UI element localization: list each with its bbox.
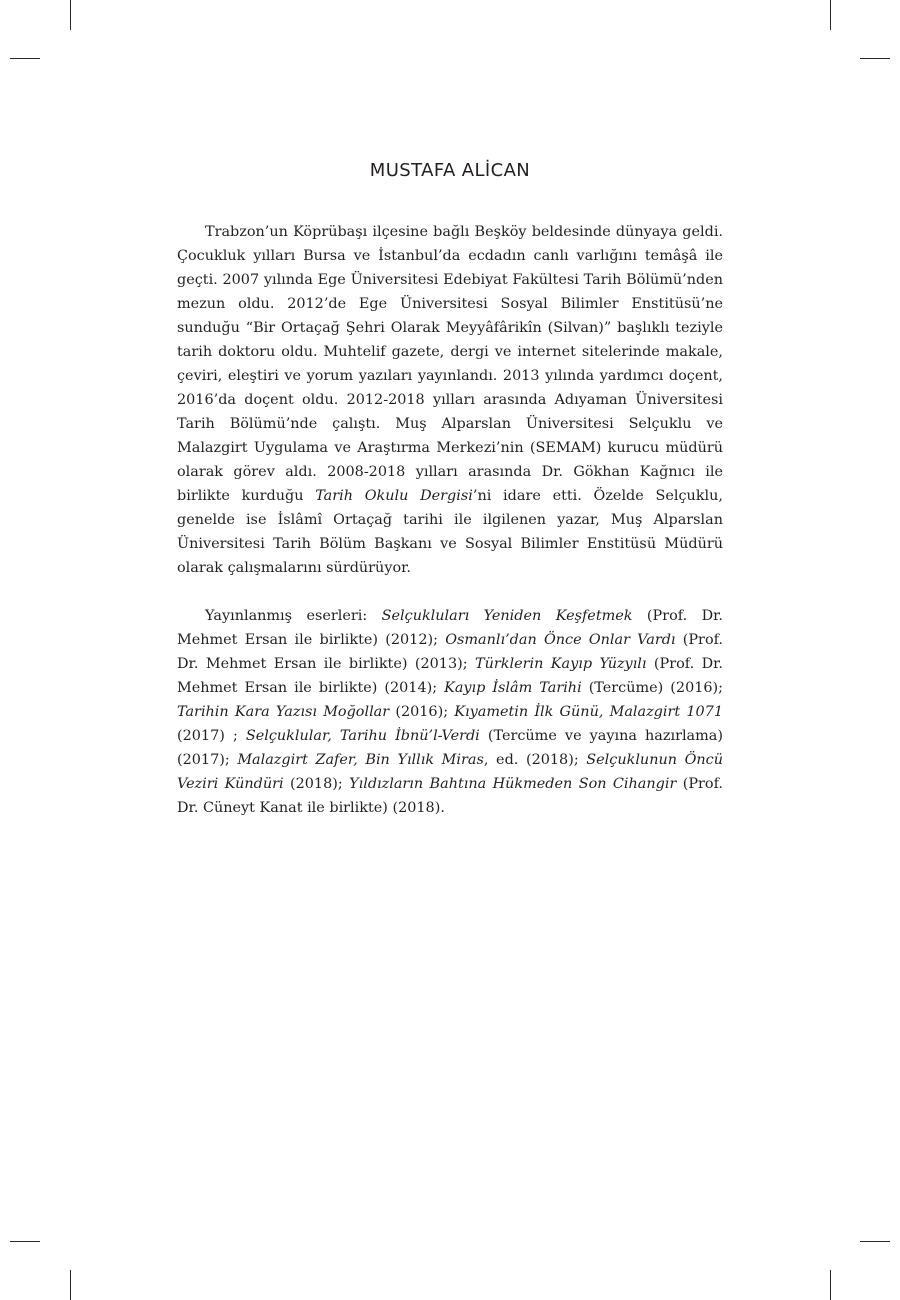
publication-text: (2016); (389, 704, 455, 720)
publication-text: (Tercüme ve yayına hazırlama) (2017); (177, 728, 723, 768)
publication-text: (Prof. Dr. Mehmet Ersan ile birlikte) (2014); (177, 656, 723, 696)
publication-title: Selçuklular, Tarihu İbnü’l-Verdi (245, 728, 480, 744)
page-body (177, 220, 723, 820)
publication-title: Osmanlı’dan Önce Onlar Vardı (445, 632, 676, 648)
crop-mark-bottom-right-horizontal (860, 1241, 890, 1242)
publication-text: (2017) ; (177, 728, 246, 744)
crop-mark-bottom-left-vertical (70, 1270, 71, 1300)
author-name-heading: MUSTAFA ALİCAN (369, 160, 531, 181)
publication-text: , ed. (2018); (483, 752, 587, 768)
biography-run-text: ’ni idare etti. Özelde Selçuklu, genelde ise İslâmî Ortaçağ tarihi ile ilgilenen yazar, Muş Alparslan Üniversitesi Tarih Bölüm Başkanı ve Sosyal Bilimler Enstitüsü Müdürü olarak çalışmalarını sürdürüyor. (177, 488, 723, 576)
publication-title: Türklerin Kayıp Yüzyılı (475, 656, 647, 672)
publication-text: (Tercüme) (2016); (581, 680, 723, 696)
biography-run-title: Tarih Okulu Dergisi (315, 488, 473, 504)
publication-title: Selçuklunun Öncü Veziri Kündüri (177, 752, 724, 792)
publication-title: Yıldızların Bahtına Hükmeden Son Cihangir (349, 776, 677, 792)
publication-title: Tarihin Kara Yazısı Moğollar (177, 704, 390, 720)
crop-mark-bottom-left-horizontal (10, 1241, 40, 1242)
publication-text: (2018); (283, 776, 350, 792)
publication-title: Selçukluları Yeniden Keşfetmek (381, 608, 633, 624)
publication-title: Kayıp İslâm Tarihi (444, 680, 582, 696)
publication-text: Yayınlanmış eserleri: (205, 608, 382, 624)
crop-mark-bottom-right-vertical (830, 1270, 831, 1300)
biography-paragraph (177, 220, 723, 580)
publication-text: (Prof. Dr. Cüneyt Kanat ile birlikte) (2018). (177, 776, 723, 816)
crop-mark-top-right-horizontal (860, 58, 890, 59)
publication-title: Malazgirt Zafer, Bin Yıllık Miras (237, 752, 484, 768)
crop-mark-top-right-vertical (830, 0, 831, 30)
publication-text: (Prof. Dr. Mehmet Ersan ile birlikte) (2013); (177, 632, 723, 672)
crop-mark-top-left-vertical (70, 0, 71, 30)
publication-title: Kıyametin İlk Günü, Malazgirt 1071 (454, 704, 723, 720)
crop-mark-top-left-horizontal (10, 58, 40, 59)
publications-paragraph (177, 604, 723, 820)
biography-run-text: Trabzon’un Köprübaşı ilçesine bağlı Beşköy beldesinde dünyaya geldi. Çocukluk yılları Bursa ve İstanbul’da ecdadın canlı varlığını temâşâ ile geçti. 2007 yılında Ege Üniversitesi Edebiyat Fakültesi Tarih Bölümü’nden mezun oldu. 2012’de Ege Üniversitesi Sosyal Bilimler Enstitüsü’ne sunduğu “Bir Ortaçağ Şehri Olarak Meyyâfârikîn (Silvan)” başlıklı teziyle tarih doktoru oldu. Muhtelif gazete, dergi ve internet sitelerinde makale, çeviri, eleştiri ve yorum yazıları yayınlandı. 2013 yılında yardımcı doçent, 2016’da doçent oldu. 2012-2018 yılları arasında Adıyaman Üniversitesi Tarih Bölümü’nde çalıştı. Muş Alparslan Üniversitesi Selçuklu ve Malazgirt Uygulama ve Araştırma Merkezi’nin (SEMAM) kurucu müdürü olarak görev aldı. 2008-2018 yılları arasında Dr. Gökhan Kağnıcı ile birlikte kurduğu (177, 224, 723, 504)
publication-text: (Prof. Dr. Mehmet Ersan ile birlikte) (2012); (177, 608, 723, 648)
